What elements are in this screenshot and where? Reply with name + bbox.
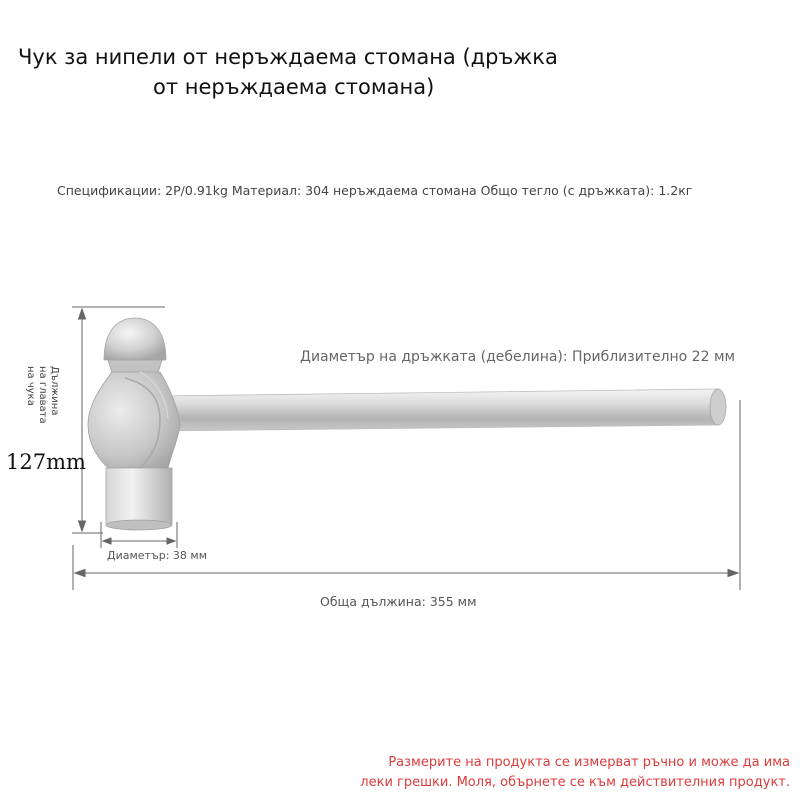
head-diameter-arrow-right bbox=[167, 538, 175, 544]
head-length-label-line: на чука bbox=[25, 366, 36, 406]
head-diameter-arrow-left bbox=[103, 538, 111, 544]
handle-diameter-label: Диаметър на дръжката (дебелина): Приблизително 22 мм bbox=[300, 349, 736, 365]
hammer-handle bbox=[160, 389, 726, 431]
total-length-arrow-left bbox=[75, 570, 85, 577]
head-length-label-line: на главата bbox=[37, 366, 48, 424]
disclaimer-line-2: леки грешки. Моля, обърнете се към действителния продукт. bbox=[360, 775, 790, 790]
total-length-label: Обща дължина: 355 мм bbox=[320, 594, 477, 609]
head-height-arrow-bottom bbox=[79, 521, 86, 531]
specifications-text: Спецификации: 2P/0.91kg Материал: 304 неръждаема стомана Общо тегло (с дръжката): 1.2кг bbox=[57, 183, 693, 198]
head-length-label bbox=[16, 366, 60, 426]
head-length-value: 127mm bbox=[6, 450, 86, 474]
total-length-arrow-right bbox=[728, 570, 738, 577]
head-diameter-label: Диаметър: 38 мм bbox=[107, 549, 208, 562]
head-height-arrow-top bbox=[79, 309, 86, 319]
disclaimer-line-1: Размерите на продукта се измерват ръчно и може да има bbox=[388, 755, 790, 770]
title-line-1: Чук за нипели от неръждаема стомана (дръжка bbox=[18, 45, 558, 69]
measurement-disclaimer bbox=[300, 753, 790, 793]
hammer-ball-peen bbox=[104, 318, 166, 376]
hammer-head-body bbox=[88, 372, 180, 468]
hammer-flat-face bbox=[106, 468, 172, 530]
head-length-label-line: Дължина bbox=[49, 366, 60, 416]
title-line-2: от неръждаема стомана) bbox=[153, 75, 435, 99]
